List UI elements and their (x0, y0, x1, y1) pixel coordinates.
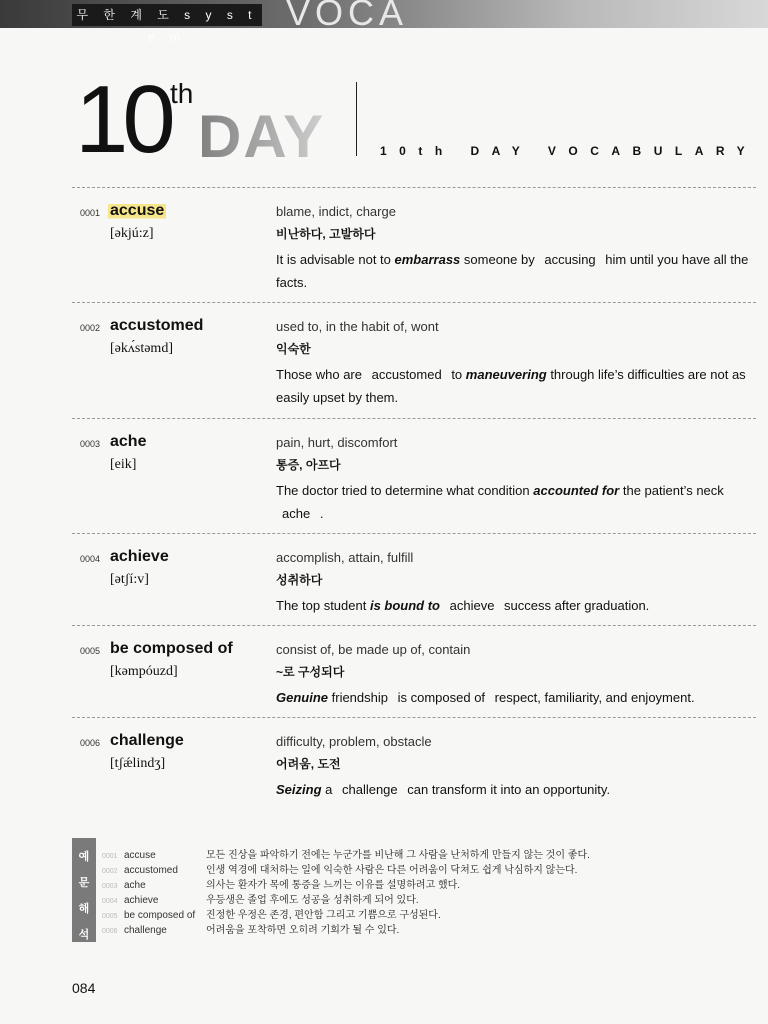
entry-word: ache (110, 433, 147, 450)
entry-example: Genuine friendship is composed of respect, familiarity, and enjoyment. (276, 686, 751, 709)
entry-korean: ~로 구성되다 (276, 665, 345, 679)
entry-example: It is advisable not to embarrass someone by accusing him until you have all the facts. (276, 248, 751, 294)
entry-pronunciation: [tʃǽlindʒ] (110, 756, 166, 771)
series-title: VOCA (286, 0, 409, 33)
entry-number: 0001 (80, 208, 101, 218)
entry-pronunciation: [əkʌ́stəmd] (110, 341, 173, 356)
example-emphasis: accounted for (533, 483, 620, 498)
example-keyword: achieve (449, 598, 495, 613)
vocab-entry (72, 533, 756, 624)
brand-label: 무 한 계 도 s y s t e m (72, 4, 262, 26)
example-keyword: accustomed (371, 367, 442, 382)
entry-number: 0003 (80, 439, 101, 449)
entry-word: challenge (110, 732, 184, 749)
entry-synonyms: pain, hurt, discomfort (276, 435, 398, 450)
translation-tab: 예 문 해 석 (72, 838, 96, 942)
entry-pronunciation: [eik] (110, 457, 137, 472)
entry-synonyms: blame, indict, charge (276, 204, 396, 219)
entry-number: 0006 (80, 738, 101, 748)
entry-example: The top student is bound to achieve success after graduation. (276, 594, 751, 617)
translation-row: 0005 be composed of 진정한 우정은 존경, 편안함 그리고 기쁨으로 구성된다. (102, 910, 441, 921)
translation-row: 0006 challenge 어려움을 포착하면 오히려 기회가 될 수 있다. (102, 925, 400, 936)
day-word: DAY (198, 103, 326, 170)
entry-synonyms: difficulty, problem, obstacle (276, 734, 432, 749)
entry-pronunciation: [əkjú:z] (110, 226, 154, 241)
entry-pronunciation: [ətʃí:v] (110, 572, 149, 587)
top-banner (0, 0, 768, 44)
entry-number: 0002 (80, 323, 101, 333)
day-suffix: th (170, 78, 194, 109)
entry-word: achieve (110, 548, 169, 565)
entry-synonyms: accomplish, attain, fulfill (276, 550, 414, 565)
entry-synonyms: used to, in the habit of, wont (276, 319, 439, 334)
example-emphasis: is bound to (369, 598, 440, 613)
entry-example: Seizing a challenge can transform it into an opportunity. (276, 778, 751, 801)
entry-number: 0004 (80, 554, 101, 564)
entry-korean: 비난하다, 고발하다 (276, 227, 376, 241)
entry-number: 0005 (80, 646, 101, 656)
example-keyword: is composed of (397, 690, 486, 705)
translation-section (72, 838, 756, 942)
entry-pronunciation: [kəmpóuzd] (110, 664, 178, 679)
entry-word: be composed of (110, 640, 233, 657)
vocab-entry (72, 625, 756, 716)
example-emphasis: Genuine (276, 690, 329, 705)
page-number: 084 (72, 980, 96, 996)
translation-row: 0004 achieve 우등생은 졸업 후에도 성공을 성취하게 되어 있다. (102, 895, 419, 906)
day-number: 10 (75, 66, 170, 173)
vocab-entry (72, 187, 756, 300)
entry-word: accuse (110, 202, 165, 219)
entry-korean: 익숙한 (276, 342, 311, 356)
entry-korean: 어려움, 도전 (276, 757, 341, 771)
translation-row: 0002 accustomed 인생 역경에 대처하는 일에 익숙한 사람은 다른 어려움이 닥쳐도 쉽게 낙심하지 않는다. (102, 865, 578, 876)
entry-korean: 성취하다 (276, 573, 323, 587)
example-keyword: challenge (341, 782, 398, 797)
example-emphasis: embarrass (394, 252, 461, 267)
translation-row: 0001 accuse 모든 진상을 파악하기 전에는 누군가를 비난해 그 사람을 난처하게 만들지 않는 것이 좋다. (102, 850, 590, 861)
vocab-entry (72, 418, 756, 531)
example-emphasis: maneuvering (465, 367, 547, 382)
example-keyword: accusing (544, 252, 596, 267)
entry-example: The doctor tried to determine what condition accounted for the patient’s neck ache . (276, 479, 751, 525)
header-divider (356, 82, 357, 156)
entry-example: Those who are accustomed to maneuvering through life’s difficulties are not as easily upset by them. (276, 363, 751, 409)
vocab-entry (72, 717, 756, 808)
entry-word: accustomed (110, 317, 204, 334)
entry-synonyms: consist of, be made up of, contain (276, 642, 471, 657)
example-emphasis: Seizing (276, 782, 322, 797)
translation-row: 0003 ache 의사는 환자가 목에 통증을 느끼는 이유를 설명하려고 했다. (102, 880, 461, 891)
vocab-entry (72, 302, 756, 415)
example-keyword: ache (282, 506, 311, 521)
entry-korean: 통증, 아프다 (276, 458, 341, 472)
day-caption: 10th DAY VOCABULARY (380, 144, 758, 158)
